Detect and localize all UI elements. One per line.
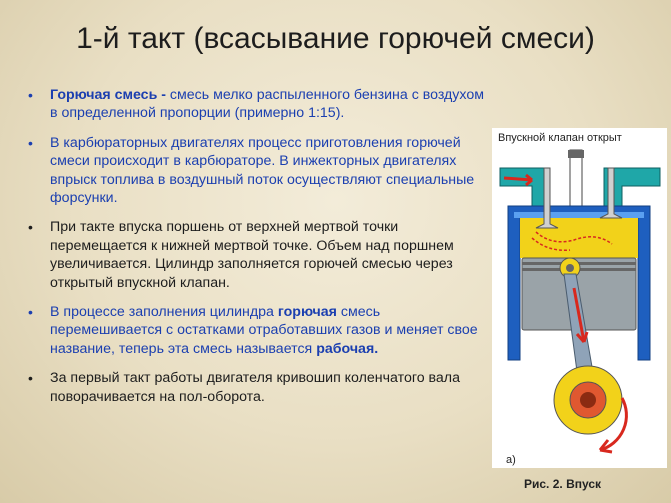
slide-title: 1-й такт (всасывание горючей смеси) — [76, 22, 595, 55]
bullet-item — [22, 134, 494, 208]
bullet-text: В карбюраторных двигателях процесс приготовления горючей смеси происходит в карбюраторе. В инжекторных двигателях впрыск топлива в воздушный поток осуществляют специальные форсунки. — [50, 134, 475, 207]
bullet-dot: • — [28, 87, 33, 103]
engine-intake-figure — [492, 128, 667, 468]
bullet-term: рабочая. — [316, 340, 379, 357]
bullet-item — [22, 218, 494, 292]
bullet-dot: • — [28, 304, 33, 321]
bullet-item — [22, 369, 494, 406]
bullet-text: смесь перемешивается с остатками отработавших газов и меняет свое название, теперь эта смесь называется — [50, 304, 478, 357]
bullet-item — [22, 86, 494, 123]
spark-plug — [570, 150, 582, 206]
bullet-dot: • — [28, 219, 33, 236]
intake-port — [500, 168, 550, 206]
bullet-text: При такте впуска поршень от верхней мертвой точки перемещается к нижней мертвой точке. Объем над поршнем увеличивается. Цилиндр заполняется горючей смесью через открытый впускной клапан. — [50, 219, 454, 291]
bullet-list — [22, 86, 494, 417]
engine-diagram — [492, 128, 667, 468]
figure-caption: Рис. 2. Впуск — [524, 477, 602, 491]
bullet-term: горючая — [277, 304, 337, 321]
bullet-dot: • — [28, 370, 33, 387]
figure-label: Впускной клапан открыт — [498, 132, 622, 144]
bullet-text: смесь мелко распыленного бензина с воздухом в определенной пропорции (примерно 1:15). — [50, 87, 484, 122]
bullet-text: В процессе заполнения цилиндра — [50, 304, 278, 321]
bullet-item — [22, 303, 494, 358]
bullet-text: За первый такт работы двигателя кривошип коленчатого вала поворачивается на пол-оборота. — [50, 370, 460, 405]
bullet-dot: • — [28, 134, 33, 151]
bullet-term: Горючая смесь - — [50, 87, 166, 103]
figure-letter: а) — [506, 454, 516, 466]
